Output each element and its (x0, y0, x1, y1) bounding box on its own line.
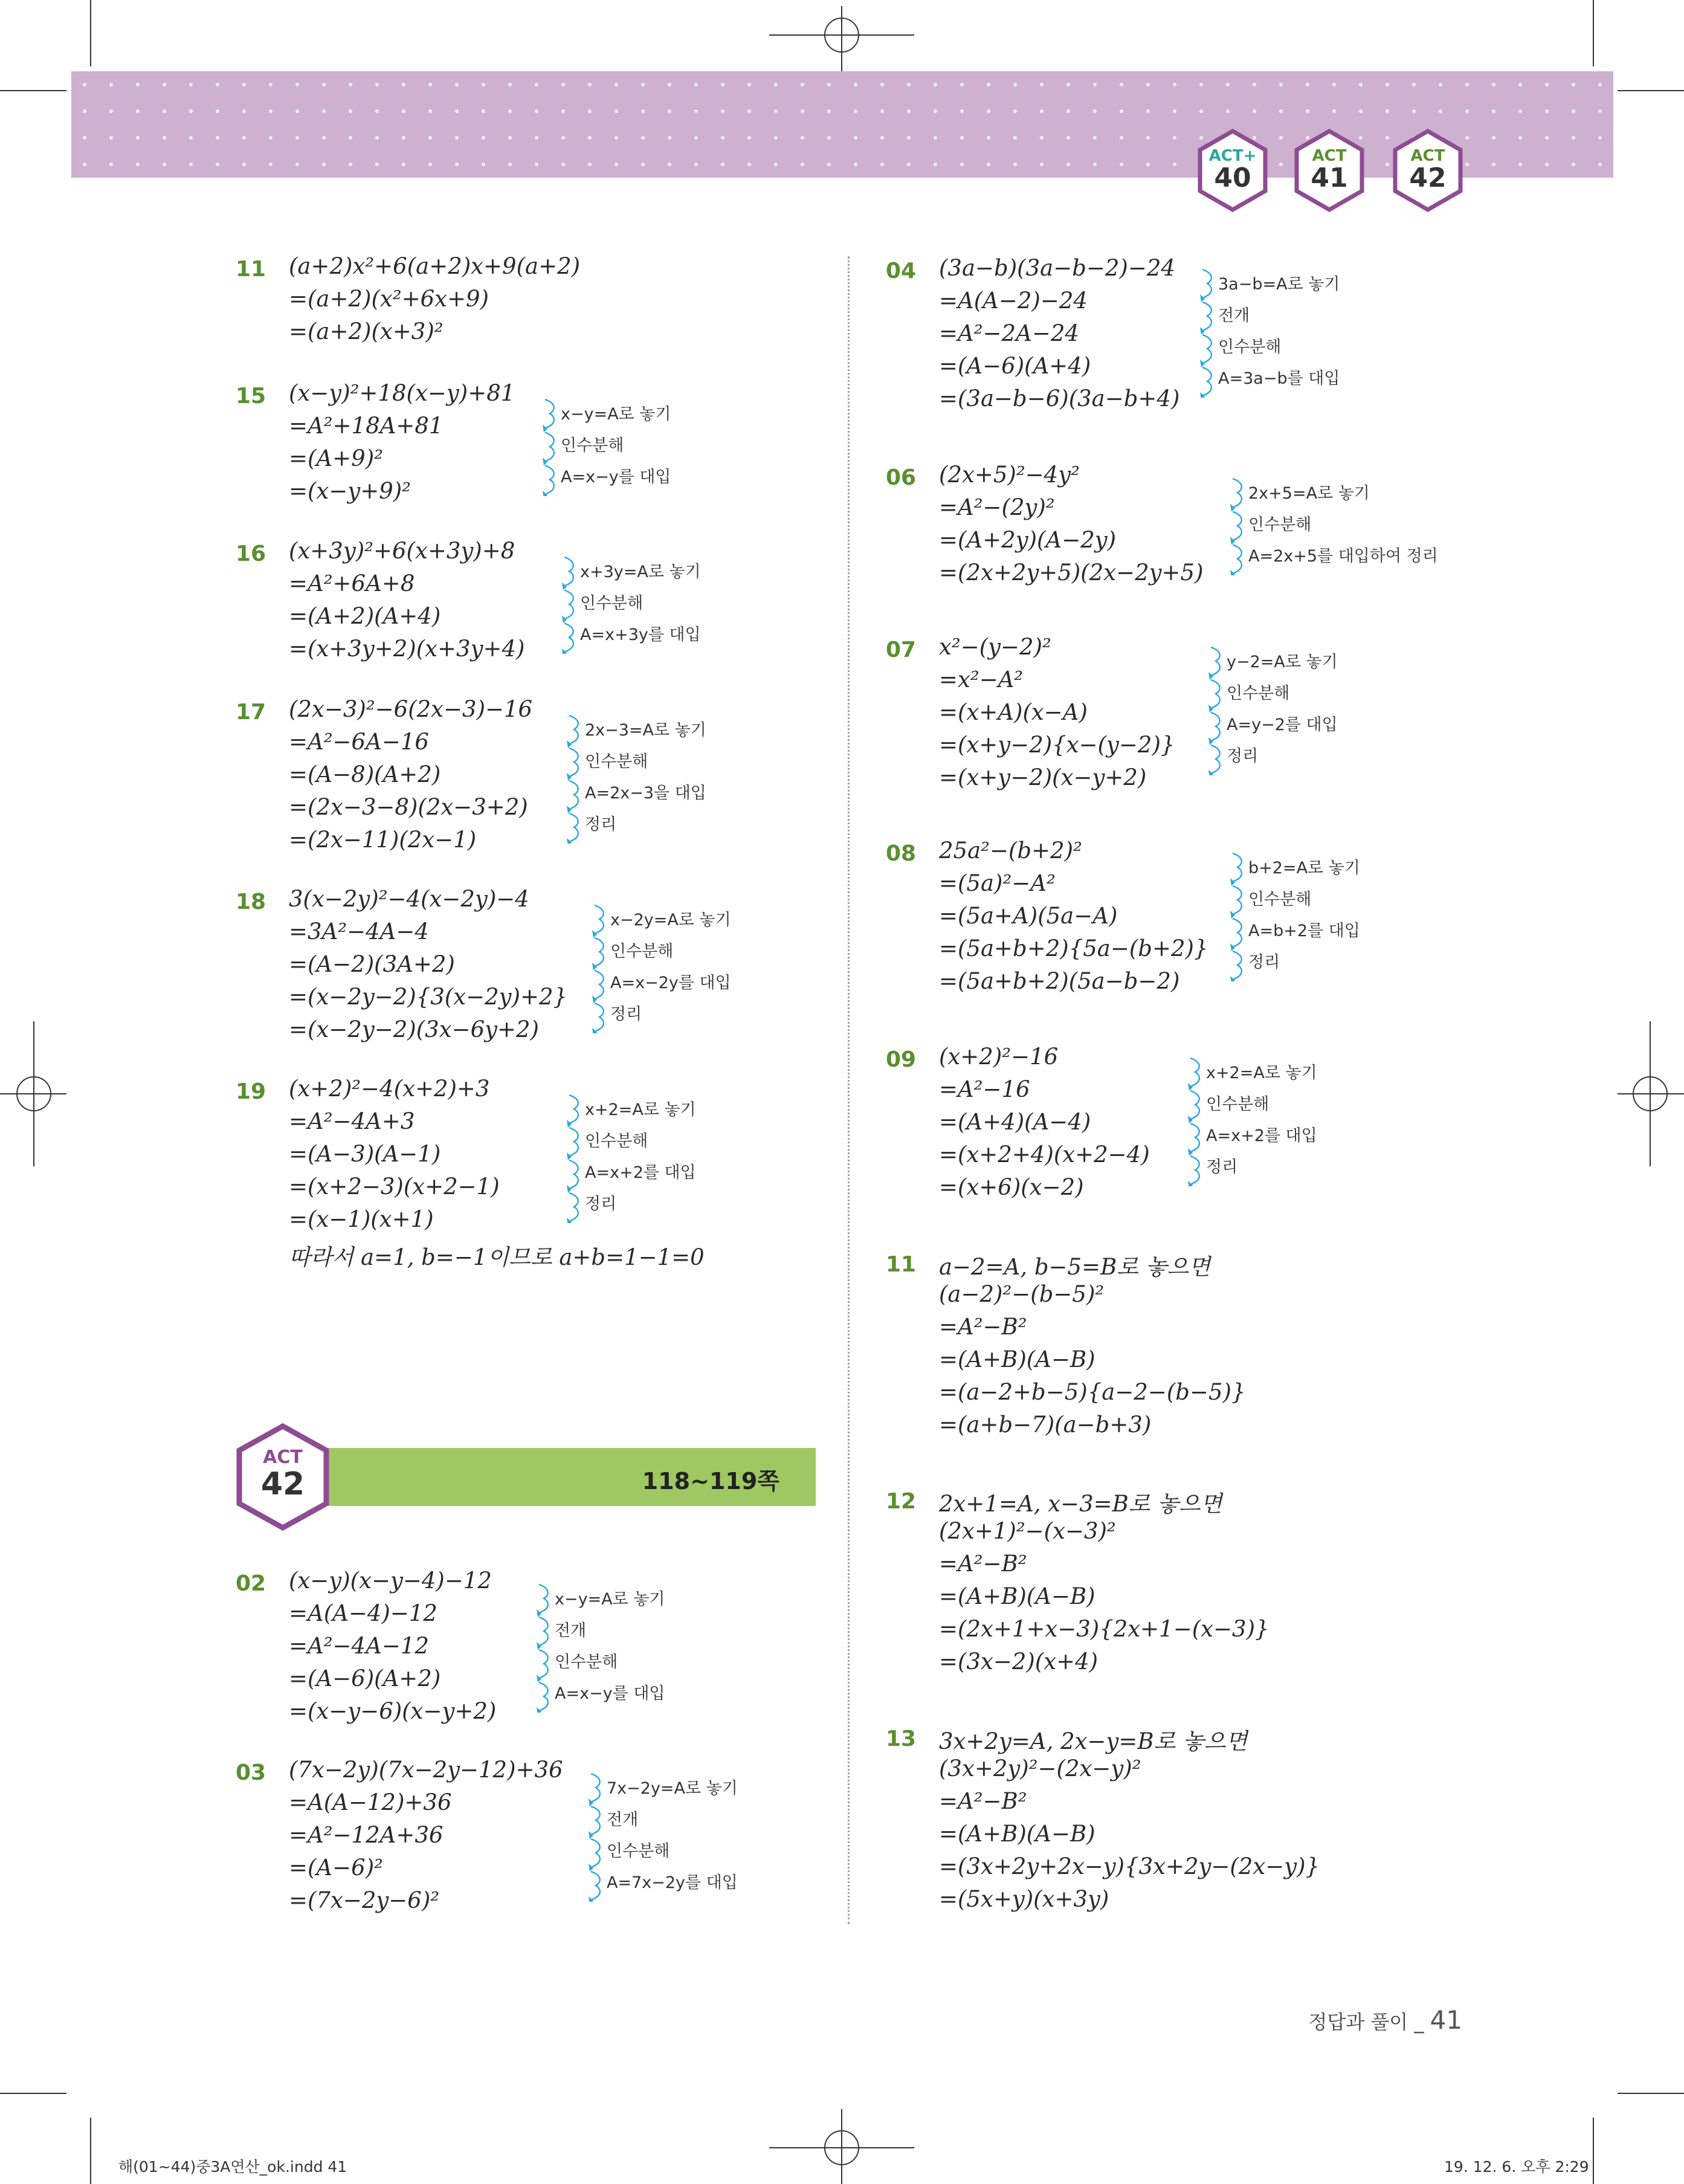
solution-line: =(5a)²−A² (939, 870, 1056, 896)
problem-number: 09 (886, 1047, 917, 1072)
solution-line: =(5a+b+2){5a−(b+2)} (939, 935, 1208, 961)
solution-line: =(x−y−6)(x−y+2) (289, 1698, 497, 1724)
step-note: 정리 (585, 815, 617, 834)
solution-line: =(A−8)(A+2) (289, 761, 441, 787)
problem-number: 06 (886, 465, 917, 490)
solution-line: =(a−2+b−5){a−2−(b−5)} (939, 1379, 1246, 1405)
solution-line: =A(A−12)+36 (289, 1789, 452, 1815)
step-note: A=2x−3을 대입 (585, 784, 706, 803)
solution-line: =(3x−2)(x+4) (939, 1649, 1098, 1675)
solution-line: (3x+2y)²−(2x−y)² (939, 1756, 1141, 1782)
step-brace-arrows (537, 1582, 552, 1713)
step-note: A=x+3y를 대입 (580, 625, 701, 644)
step-note: A=x−y를 대입 (561, 468, 671, 486)
problem-number: 11 (236, 257, 266, 282)
step-note: A=x+2를 대입 (585, 1163, 696, 1182)
solution-line: =A²−16 (939, 1076, 1030, 1102)
footer-timestamp: 19. 12. 6. 오후 2:29 (1444, 2158, 1589, 2176)
step-note: x−y=A로 놓기 (561, 405, 671, 424)
solution-line: =A²+6A+8 (289, 570, 415, 596)
step-note: 정리 (1206, 1158, 1238, 1177)
solution-line: =A(A−4)−12 (289, 1600, 437, 1626)
solution-line: =(x+3y+2)(x+3y+4) (289, 636, 525, 662)
solution-line: (x−y)(x−y−4)−12 (289, 1568, 492, 1594)
step-brace-arrows (543, 397, 558, 496)
act-section-number: 42 (260, 1466, 305, 1502)
solution-line: =A²−4A−12 (289, 1633, 429, 1659)
act-badge-number: 42 (1409, 163, 1447, 193)
step-note: A=x+2를 대입 (1206, 1126, 1317, 1145)
step-note: y−2=A로 놓기 (1227, 653, 1338, 671)
step-note: x+2=A로 놓기 (1206, 1064, 1317, 1082)
solution-line: (x+2)²−16 (939, 1044, 1059, 1070)
act-badge-42 (1392, 129, 1464, 212)
solution-line: (x+3y)²+6(x+3y)+8 (289, 538, 515, 564)
solution-line: (7x−2y)(7x−2y−12)+36 (289, 1757, 563, 1783)
problem-number: 16 (236, 541, 266, 566)
solution-line: =(A+B)(A−B) (939, 1821, 1095, 1847)
solution-line: =(A+B)(A−B) (939, 1346, 1095, 1372)
step-note: 3a−b=A로 놓기 (1218, 275, 1340, 294)
step-note: 인수분해 (580, 594, 644, 613)
act-section-bar (284, 1448, 816, 1506)
solution-line: =(A−6)² (289, 1855, 383, 1881)
solution-line: =(x+2−3)(x+2−1) (289, 1174, 500, 1200)
step-brace-arrows (1188, 1056, 1204, 1186)
step-note: A=3a−b를 대입 (1218, 369, 1340, 388)
step-note: 인수분해 (610, 942, 674, 961)
solution-line: =(3a−b−6)(3a−b+4) (939, 386, 1180, 412)
problem-number: 19 (236, 1079, 266, 1104)
solution-line: =(x+A)(x−A) (939, 699, 1088, 725)
step-note: A=2x+5를 대입하여 정리 (1248, 547, 1438, 566)
solution-line: =(3x+2y+2x−y){3x+2y−(2x−y)} (939, 1853, 1320, 1879)
solution-line: =(x−1)(x+1) (289, 1206, 434, 1232)
act-section-badge (234, 1423, 331, 1531)
solution-line: =A²−(2y)² (939, 494, 1055, 520)
step-note: b+2=A로 놓기 (1248, 859, 1360, 877)
solution-line: =A²−B² (939, 1314, 1027, 1340)
solution-line: =(5x+y)(x+3y) (939, 1886, 1109, 1912)
solution-line: =A²−2A−24 (939, 320, 1079, 346)
solution-line: =(A+2y)(A−2y) (939, 527, 1117, 553)
act-badge-number: 40 (1214, 163, 1251, 193)
solution-line: 25a²−(b+2)² (939, 838, 1082, 864)
step-note: 인수분해 (1248, 515, 1312, 534)
solution-line: =(A−6)(A+2) (289, 1665, 441, 1691)
solution-line: =(2x−3−8)(2x−3+2) (289, 794, 528, 820)
header-banner (71, 71, 1613, 178)
solution-line: =A²−12A+36 (289, 1822, 444, 1848)
act-badge-40 (1196, 129, 1269, 212)
solution-line: =(A+2)(A+4) (289, 603, 441, 629)
step-brace-arrows (1230, 476, 1246, 575)
solution-line: =(a+b−7)(a−b+3) (939, 1412, 1152, 1438)
step-note: x+3y=A로 놓기 (580, 563, 701, 581)
step-brace-arrows (1230, 851, 1246, 981)
step-brace-arrows (567, 1093, 582, 1223)
step-note: 인수분해 (555, 1653, 618, 1672)
solution-line: =(a+2)(x²+6x+9) (289, 286, 489, 312)
step-note: 인수분해 (585, 1132, 648, 1151)
solution-line: =3A²−4A−4 (289, 919, 429, 945)
solution-line: =(A+4)(A−4) (939, 1109, 1091, 1135)
step-note: 정리 (1227, 747, 1259, 766)
step-note: A=b+2를 대입 (1248, 922, 1360, 940)
act-badge-41 (1293, 129, 1366, 212)
problem-number: 07 (886, 638, 917, 662)
solution-line: =x²−A² (939, 667, 1024, 693)
solution-line: =A²−B² (939, 1788, 1027, 1814)
step-note: 인수분해 (1227, 684, 1290, 703)
solution-line: =(2x−11)(2x−1) (289, 827, 477, 853)
solution-line: (2x+5)²−4y² (939, 462, 1080, 488)
solution-line: =(x−2y−2)(3x−6y+2) (289, 1016, 539, 1042)
solution-line: 3x+2y=A, 2x−y=B로 놓으면 (939, 1728, 1248, 1754)
step-note: 인수분해 (1248, 890, 1312, 909)
column-divider (848, 256, 850, 1924)
solution-line: x²−(y−2)² (939, 634, 1051, 660)
solution-line: =A²−B² (939, 1551, 1027, 1577)
step-note: x−y=A로 놓기 (555, 1590, 665, 1609)
step-note: 정리 (610, 1005, 642, 1024)
problem-number: 11 (886, 1252, 917, 1277)
problem-number: 17 (236, 700, 266, 725)
solution-line: a−2=A, b−5=B로 놓으면 (939, 1254, 1210, 1280)
page-number: 41 (1430, 2005, 1462, 2035)
solution-line: =(2x+2y+5)(2x−2y+5) (939, 560, 1204, 586)
step-note: 인수분해 (607, 1842, 670, 1861)
step-brace-arrows (567, 713, 582, 844)
act-section-label: ACT (263, 1447, 303, 1468)
step-note: x−2y=A로 놓기 (610, 911, 731, 929)
solution-line: =A(A−2)−24 (939, 288, 1088, 314)
step-brace-arrows (1208, 645, 1224, 775)
solution-line: (3a−b)(3a−b−2)−24 (939, 255, 1175, 281)
solution-line: =(x+2+4)(x+2−4) (939, 1142, 1150, 1168)
problem-number: 13 (886, 1727, 917, 1751)
act-badge-label: ACT (1312, 147, 1347, 165)
act-section-pages: 118~119쪽 (642, 1468, 779, 1494)
step-note: 정리 (585, 1195, 617, 1213)
step-note: 2x+5=A로 놓기 (1248, 484, 1370, 503)
step-note: 인수분해 (561, 436, 624, 455)
step-note: 정리 (1248, 953, 1280, 972)
step-note: A=x−y를 대입 (555, 1684, 665, 1703)
solution-line: =(A+9)² (289, 445, 383, 471)
solution-line: (x+2)²−4(x+2)+3 (289, 1076, 490, 1102)
step-note: A=7x−2y를 대입 (607, 1873, 738, 1892)
step-note: A=y−2를 대입 (1227, 716, 1338, 734)
solution-line: =(A−3)(A−1) (289, 1141, 441, 1167)
act-badge-label: ACT+ (1208, 147, 1257, 165)
solution-line: =(x−2y−2){3(x−2y)+2} (289, 984, 568, 1010)
step-brace-arrows (592, 903, 608, 1033)
step-brace-arrows (589, 1771, 604, 1902)
solution-line: (x−y)²+18(x−y)+81 (289, 380, 515, 406)
page-label: 정답과 풀이 _ 41 (1308, 2005, 1462, 2035)
solution-line: =(7x−2y−6)² (289, 1887, 440, 1913)
solution-line: 3(x−2y)²−4(x−2y)−4 (289, 886, 529, 912)
solution-line: =(A−2)(3A+2) (289, 951, 455, 977)
solution-line: =(x−y+9)² (289, 478, 411, 504)
solution-line: 2x+1=A, x−3=B로 놓으면 (939, 1491, 1222, 1517)
solution-line: =A²+18A+81 (289, 413, 444, 439)
step-note: x+2=A로 놓기 (585, 1100, 696, 1119)
solution-line: =(x+6)(x−2) (939, 1174, 1084, 1200)
solution-line: =A²−6A−16 (289, 729, 429, 755)
problem-number: 12 (886, 1489, 917, 1514)
step-note: 전개 (1218, 306, 1250, 325)
step-note: 전개 (607, 1811, 639, 1829)
step-note: 인수분해 (585, 752, 648, 771)
solution-line: (a−2)²−(b−5)² (939, 1281, 1105, 1307)
step-note: 전개 (555, 1621, 587, 1640)
solution-line: =(5a+A)(5a−A) (939, 903, 1118, 929)
step-brace-arrows (1200, 267, 1216, 398)
solution-line: (a+2)x²+6(a+2)x+9(a+2) (289, 253, 581, 279)
problem-number: 03 (236, 1760, 266, 1785)
solution-line: =(x+y−2){x−(y−2)} (939, 732, 1175, 758)
act-badge-number: 41 (1311, 163, 1348, 193)
step-note: 7x−2y=A로 놓기 (607, 1779, 738, 1798)
solution-line: 따라서 a=1, b=−1이므로 a+b=1−1=0 (289, 1244, 705, 1270)
problem-number: 15 (236, 384, 266, 409)
footer-file-name: 해(01~44)중3A연산_ok.indd 41 (118, 2158, 347, 2176)
step-note: A=x−2y를 대입 (610, 974, 731, 992)
solution-line: (2x−3)²−6(2x−3)−16 (289, 696, 533, 722)
problem-number: 18 (236, 890, 266, 914)
step-note: 인수분해 (1206, 1095, 1269, 1114)
problem-number: 08 (886, 841, 917, 866)
act-badge-label: ACT (1410, 147, 1445, 165)
solution-line: =(2x+1+x−3){2x+1−(x−3)} (939, 1616, 1269, 1642)
step-note: 2x−3=A로 놓기 (585, 721, 706, 740)
solution-line: =(x+y−2)(x−y+2) (939, 764, 1147, 790)
solution-line: =(a+2)(x+3)² (289, 318, 444, 344)
step-brace-arrows (562, 555, 578, 654)
step-note: 인수분해 (1218, 338, 1282, 357)
problem-number: 02 (236, 1571, 266, 1596)
solution-line: =(A−6)(A+4) (939, 353, 1091, 379)
solution-line: =(5a+b+2)(5a−b−2) (939, 968, 1180, 994)
solution-line: =A²−4A+3 (289, 1108, 415, 1134)
solution-line: =(A+B)(A−B) (939, 1583, 1095, 1609)
solution-line: (2x+1)²−(x−3)² (939, 1518, 1116, 1544)
problem-number: 04 (886, 259, 917, 283)
